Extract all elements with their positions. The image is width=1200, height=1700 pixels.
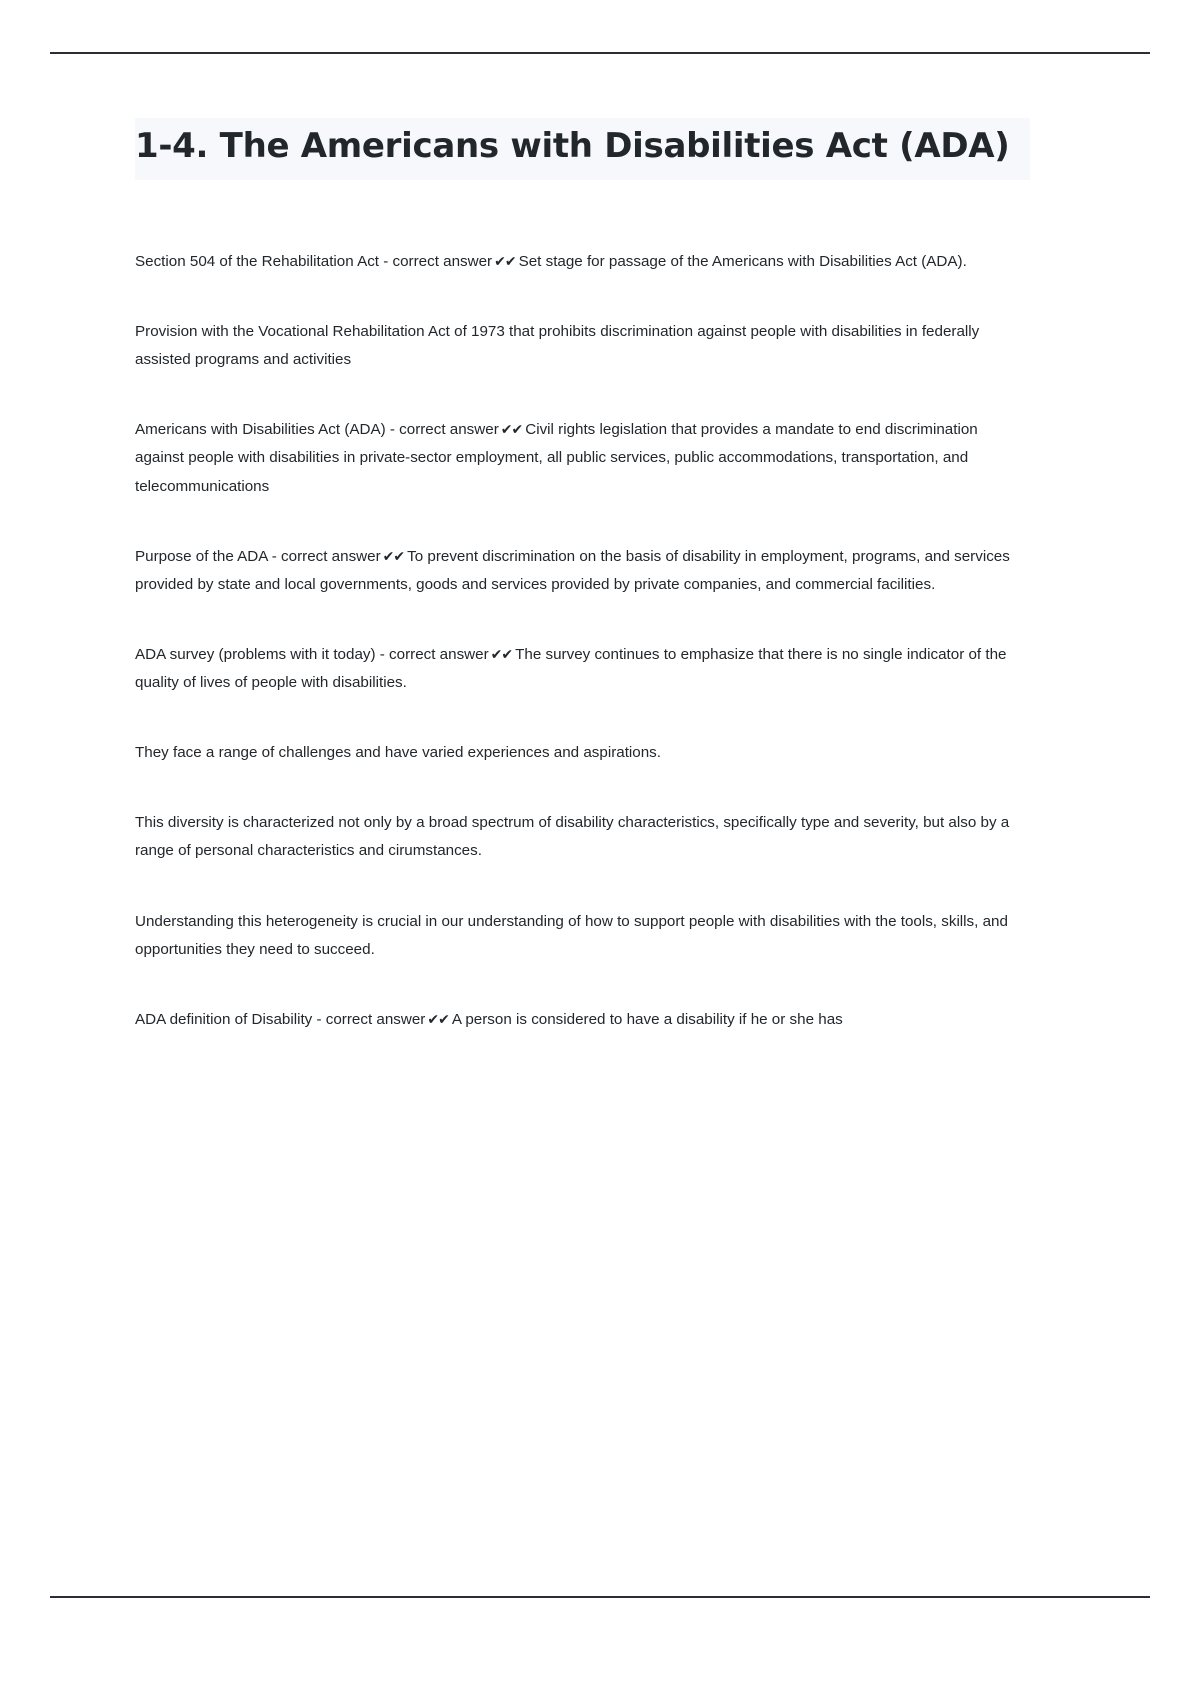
qa-paragraph [135,908,1010,964]
paragraph-spacer [135,866,1010,908]
paragraph-spacer [135,697,1010,739]
qa-paragraph [135,318,1010,374]
qa-prompt: ADA survey (problems with it today) - correct answer [135,645,489,663]
paragraph-spacer [135,964,1010,1006]
document-content [135,118,1010,1034]
qa-answer: This diversity is characterized not only by a broad spectrum of disability characteristics, specifically type and severity, but also by a range of personal characteristics and cirumstances. [135,814,1010,860]
header-divider [50,52,1150,54]
qa-paragraph [135,416,1010,500]
page-title: 1-4. The Americans with Disabilities Act (ADA) [135,118,1030,180]
check-icon: ✔✔ [500,422,523,439]
paragraph-spacer [135,767,1010,809]
qa-answer: Provision with the Vocational Rehabilitation Act of 1973 that prohibits discrimination against people with disabilities in federally assisted programs and activities [135,323,980,369]
check-icon: ✔✔ [427,1011,449,1028]
qa-answer: A person is considered to have a disability if he or she has [451,1010,843,1028]
qa-paragraph [135,809,1010,865]
paragraph-spacer [135,374,1010,416]
qa-prompt: ADA definition of Disability - correct answer [135,1010,426,1028]
qa-answer: Understanding this heterogeneity is crucial in our understanding of how to support people with disabilities with the tools, skills, and opportunities they need to succeed. [135,912,1008,958]
qa-answer: To prevent discrimination on the basis of disability in employment, programs, and services provided by state and local governments, goods and services provided by private companies, and commercial facilities. [135,547,1010,593]
qa-paragraph [135,248,1010,276]
paragraph-spacer [135,501,1010,543]
qa-answer: The survey continues to emphasize that there is no single indicator of the quality of lives of people with disabilities. [135,645,1007,692]
qa-answer: Set stage for passage of the Americans with Disabilities Act (ADA). [518,252,967,270]
qa-paragraph [135,543,1010,599]
qa-answer: Civil rights legislation that provides a mandate to end discrimination against people with disabilities in private-sector employment, all public services, public accommodations, transportation, and telecommunications [135,421,978,495]
qa-prompt: Americans with Disabilities Act (ADA) - correct answer [135,421,499,439]
qa-paragraph [135,641,1010,697]
footer-divider [50,1596,1150,1598]
qa-prompt: Section 504 of the Rehabilitation Act - correct answer [135,252,493,270]
qa-paragraph [135,739,1010,767]
qa-answer: They face a range of challenges and have varied experiences and aspirations. [135,744,661,762]
paragraph-spacer [135,276,1010,318]
check-icon: ✔✔ [490,646,513,663]
check-icon: ✔✔ [494,253,516,270]
qa-prompt: Purpose of the ADA - correct answer [135,547,381,565]
title-spacer [135,180,1010,248]
paragraph-spacer [135,599,1010,641]
check-icon: ✔✔ [382,548,405,565]
qa-paragraph [135,1006,1010,1034]
